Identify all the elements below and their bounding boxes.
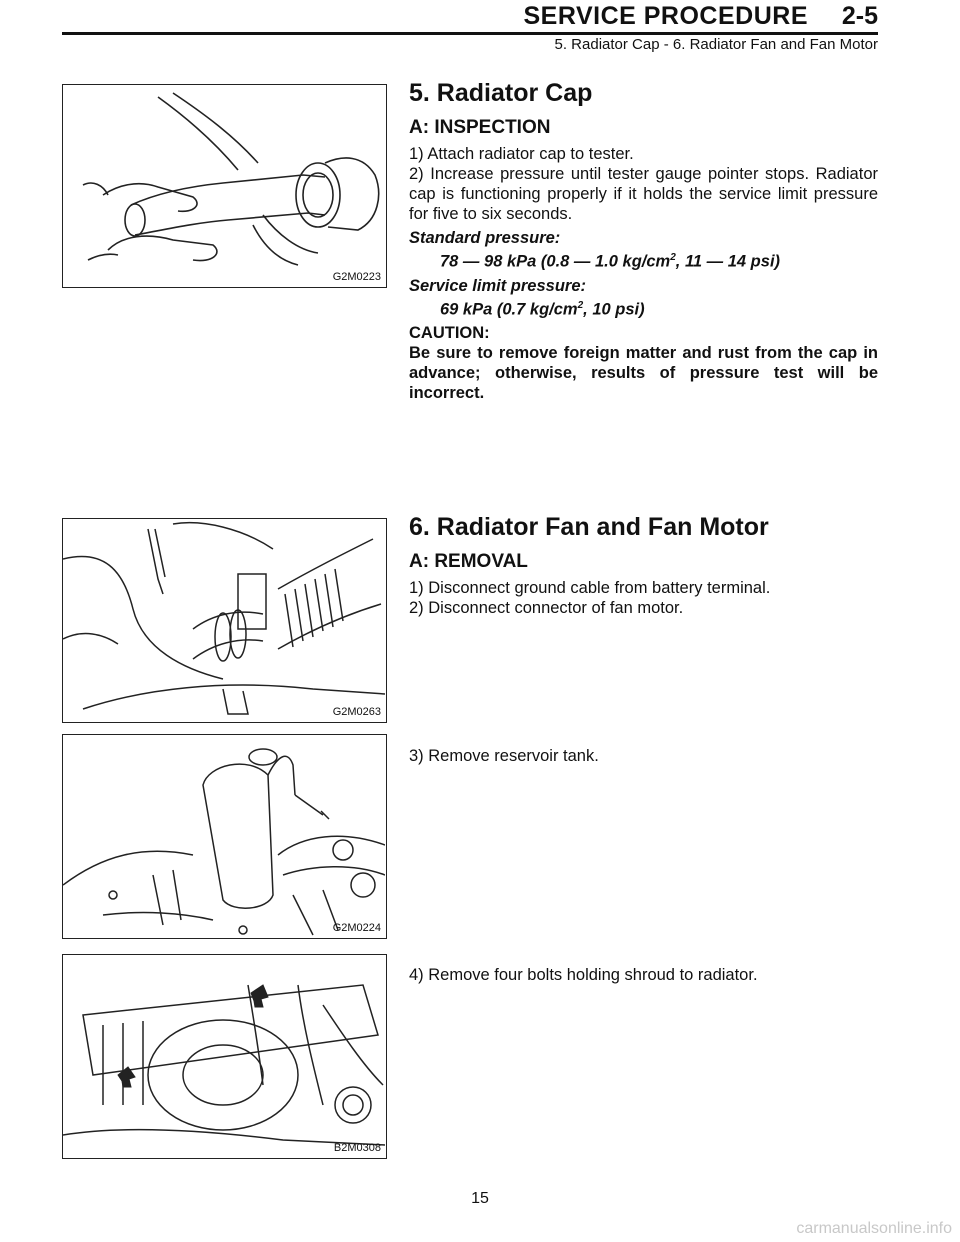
figure-fan-motor-connector	[62, 518, 387, 723]
caution-label: CAUTION:	[409, 324, 490, 342]
reservoir-tank-illustration	[63, 735, 385, 937]
standard-pressure-label: Standard pressure:	[409, 229, 561, 247]
figure-code: G2M0263	[332, 706, 381, 718]
section-heading: 5. Radiator Cap	[409, 79, 593, 107]
step-4: 4) Remove four bolts holding shroud to radiator.	[409, 966, 758, 984]
radiator-cap-tester-illustration	[63, 85, 385, 285]
step-3-block	[409, 746, 878, 766]
shroud-bolts-illustration	[63, 955, 385, 1157]
subsection-heading: A: INSPECTION	[409, 117, 551, 138]
step-3: 3) Remove reservoir tank.	[409, 747, 599, 765]
page-number: 15	[471, 1190, 489, 1207]
header-rule	[62, 32, 878, 35]
step-2: 2) Increase pressure until tester gauge pointer stops. Radiator cap is functioning properly if it holds the service limit pressure for five to six seconds.	[409, 165, 878, 223]
footer-watermark: carmanualsonline.info	[796, 1220, 952, 1237]
standard-pressure-value: 78 — 98 kPa (0.8 — 1.0 $kg/cm^2$, 11 — 14 psi)	[440, 252, 781, 271]
figure-reservoir-tank	[62, 734, 387, 939]
step-4-block	[409, 965, 878, 985]
figure-code: B2M0308	[333, 1142, 381, 1154]
step-1: 1) Attach radiator cap to tester.	[409, 145, 634, 163]
subsection-heading: A: REMOVAL	[409, 551, 528, 572]
figure-code: G2M0224	[332, 922, 381, 934]
section-heading: 6. Radiator Fan and Fan Motor	[409, 513, 769, 541]
figure-code: G2M0223	[332, 271, 381, 283]
service-limit-value: 69 kPa (0.7 $kg/cm^2$, 10 psi)	[440, 299, 645, 318]
step-2: 2) Disconnect connector of fan motor.	[409, 599, 684, 617]
section-radiator-fan	[409, 512, 878, 618]
service-limit-label: Service limit pressure:	[409, 276, 587, 295]
arrow-icon	[118, 985, 268, 1087]
header-subtitle: 5. Radiator Cap - 6. Radiator Fan and Fan Motor	[554, 36, 878, 53]
header-section-number: 2-5	[841, 2, 878, 30]
figure-shroud-bolts	[62, 954, 387, 1159]
fan-motor-connector-illustration	[63, 519, 385, 721]
step-1: 1) Disconnect ground cable from battery terminal.	[409, 579, 771, 597]
header-title: SERVICE PROCEDURE	[523, 2, 808, 30]
caution-text: Be sure to remove foreign matter and rust from the cap in advance; otherwise, results of pressure test will be incorrect.	[409, 344, 878, 402]
figure-radiator-cap-tester	[62, 84, 387, 288]
page-header	[0, 0, 960, 60]
section-radiator-cap	[409, 78, 878, 403]
